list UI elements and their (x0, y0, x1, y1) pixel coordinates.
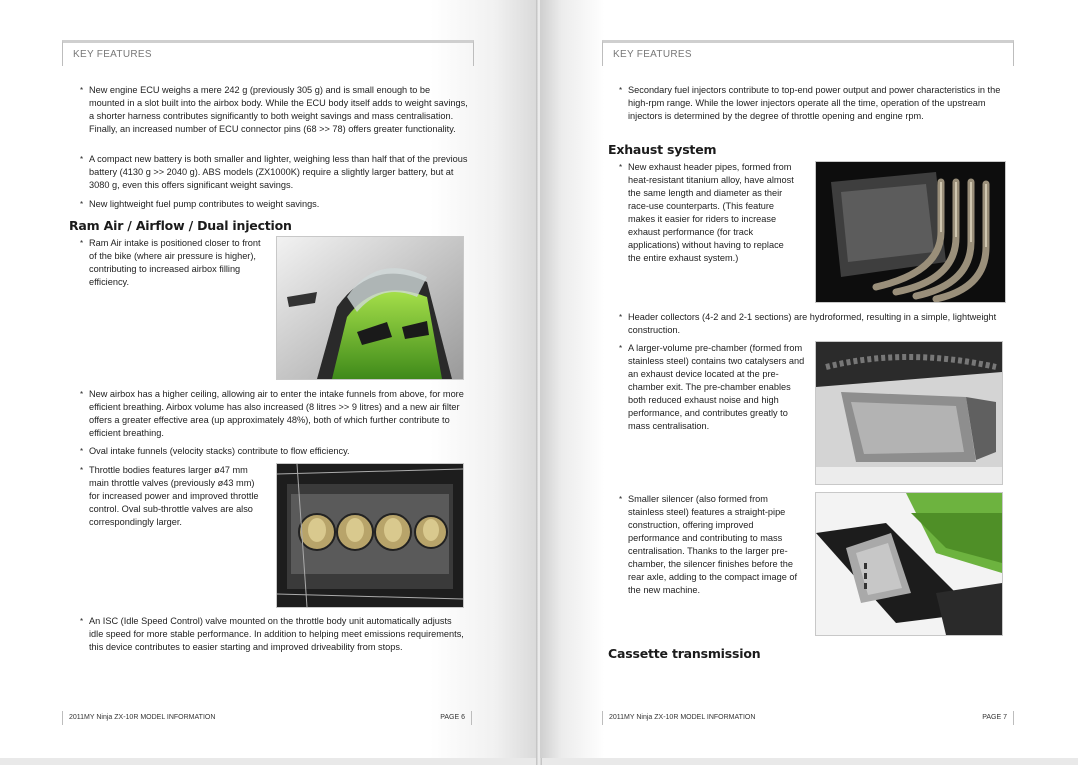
throttle-body-photo (276, 463, 464, 608)
bullet-ram-air: * Ram Air intake is positioned closer to front of the bike (where air pressure is higher), contributing to increased airbox filling efficiency. (80, 237, 265, 289)
bullet-isc-valve: * An ISC (Idle Speed Control) valve mounted on the throttle body unit automatically adjusts idle speed for more stable performance. In addition to helping meet emissions requirements, this device contributes to easier starting and improved driveability from stops. (80, 615, 468, 654)
pre-chamber-photo (815, 341, 1003, 485)
bullet-intake-funnels: * Oval intake funnels (velocity stacks) contribute to flow efficiency. (80, 445, 468, 458)
exhaust-header-photo (815, 161, 1006, 303)
bullet-ecu: * New engine ECU weighs a mere 242 g (previously 305 g) and is small enough to be mounted in a slot built into the airbox body. While the ECU body itself adds to weight savings, a shorter harness contributes significantly to both weight savings and mass centralisation. Finally, an increased number of ECU connector pins (68 >> 78) offers greater functionality. (80, 84, 468, 136)
bullet-secondary-injectors: * Secondary fuel injectors contribute to top-end power output and power characteristics in the high-rpm range. While the lower injectors operate all the time, operation of the upstream injectors is determined by the degree of throttle opening and engine rpm. (619, 84, 1011, 123)
bullet-airbox: * New airbox has a higher ceiling, allowing air to enter the intake funnels from above, for more efficient breathing. Airbox volume has also increased (8 litres >> 9 litres) and a new air filter offers a greater effective area (up approximately 48%), both of which further contribute to efficient breathing. (80, 388, 468, 440)
section-title-ram-air: Ram Air / Airflow / Dual injection (69, 218, 292, 233)
page-footer (602, 711, 1014, 725)
footer-title: 2011MY Ninja ZX-10R MODEL INFORMATION (609, 714, 756, 721)
bullet-header-collectors: * Header collectors (4-2 and 2-1 sections) are hydroformed, resulting in a simple, lightweight construction. (619, 311, 1011, 337)
bullet-fuel-pump: * New lightweight fuel pump contributes to weight savings. (80, 198, 468, 211)
page-number: PAGE 7 (982, 714, 1007, 721)
left-page (0, 0, 538, 758)
section-title-cassette-transmission: Cassette transmission (608, 646, 761, 661)
bullet-pre-chamber: * A larger-volume pre-chamber (formed from stainless steel) contains two catalysers and an exhaust device located at the pre-chamber exit. The pre-chamber enables both reduced exhaust noise and high performance, and contributes greatly to mass centralisation. (619, 342, 805, 433)
bullet-header-pipes: * New exhaust header pipes, formed from heat-resistant titanium alloy, have almost the same length and diameter as their race-use counterparts. (This feature makes it easier for riders to increase exhaust performance (for track applications) without having to replace the entire exhaust system.) (619, 161, 799, 265)
motorcycle-front-photo (276, 236, 464, 380)
page-number: PAGE 6 (440, 714, 465, 721)
bullet-silencer: * Smaller silencer (also formed from stainless steel) features a straight-pipe construction, offering improved performance and contributing to mass centralisation. Thanks to the larger pre-chamber, the silencer finishes before the rear axle, adding to the compact image of the new machine. (619, 493, 805, 597)
bullet-battery: * A compact new battery is both smaller and lighter, weighing less than half that of the previous battery (4130 g >> 2040 g). ABS models (ZX1000K) require a slightly larger battery, but at 3080 g, even this offers significant weight savings. (80, 153, 468, 192)
silencer-photo (815, 492, 1003, 636)
bullet-throttle-bodies: * Throttle bodies features larger ø47 mm main throttle valves (previously ø43 mm) for increased power and improved throttle control. Oval sub-throttle valves are also correspondingly larger. (80, 464, 260, 529)
right-page (540, 0, 1078, 758)
footer-title: 2011MY Ninja ZX-10R MODEL INFORMATION (69, 714, 216, 721)
section-title-exhaust: Exhaust system (608, 142, 717, 157)
page-footer (62, 711, 472, 725)
page-header: KEY FEATURES (602, 40, 1014, 66)
page-header: KEY FEATURES (62, 40, 474, 66)
